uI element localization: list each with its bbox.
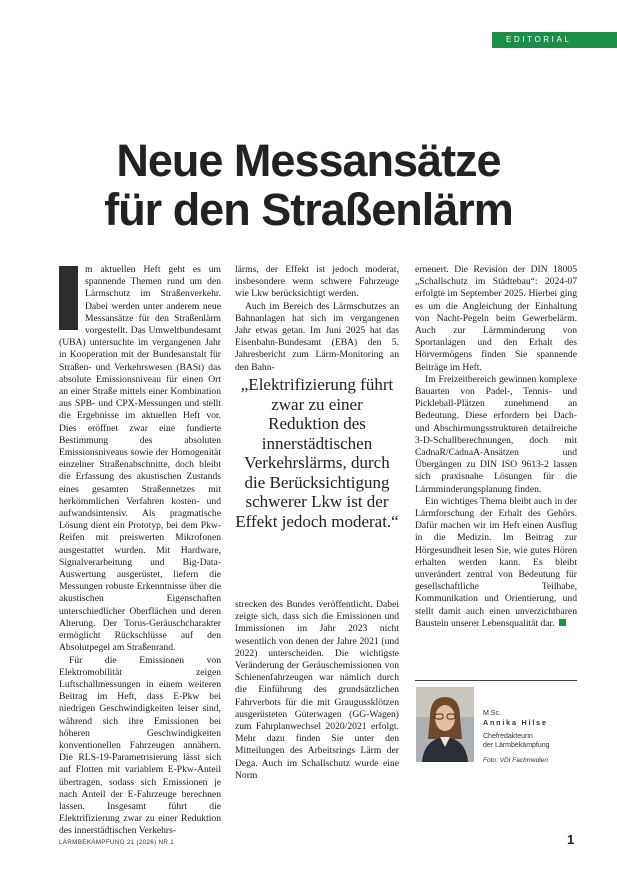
author-role-line-2: der Lärmbekämpfung [483,742,550,749]
column-3 [415,264,577,630]
title-line-1: Neue Messansätze [116,135,501,186]
end-of-article-mark [559,619,566,626]
paragraph: strecken des Bundes veröffentlicht. Dabei zeigte sich, dass sich die Emissionen und Immissionen im Jahr 2023 nicht wesentlich von denen der Jahre 2021 (und 2022) unterscheiden. Die wichtigste Veränderung der Geräuschemissionen von Schienenfahrzeugen war nämlich durch die Einführung des grundsätzlichen Fahrverbots für die mit Graugussklötzen ausgerüsteten Güterwagen (GG-Wagen) zum Fahrplanwechsel 2020/2021 erfolgt. Mehr dazu finden Sie unter den Mitteilungen des Arbeitsrings Lärm der Dega. Auch im Schallschutz wurde eine Norm [235,599,399,781]
author-photo [416,687,474,762]
drop-cap-i [59,266,78,330]
column-2-top [235,264,399,374]
paragraph: Im Freizeitbereich gewinnen komplexe Bauarten von Padel-, Tennis- und Pickleball-Plätzen zunehmend an Bedeutung. Diese erfordern bei Dach- und Abschirmungsstrukturen detailreiche 3-D-Schallberechnungen, doch mit CadnaR/CadnaA-Ansätzen und Übergängen zu DIN ISO 9613-2 lassen sich praxisnahe Lösungen für die Lärmminderungsplanung finden. [415,373,577,495]
column-1 [59,264,221,838]
article-title [0,136,617,234]
author-name: Annika Hilse [483,718,548,727]
journal-footer: LÄRMBEKÄMPFUNG 21 (2026) NR.1 [59,839,175,846]
paragraph: m aktuellen Heft geht es um spannende Themen rund um den Lärmschutz im Straßenverkehr. Dabei werden unter anderem neue Messansätze für den Straßenlärm vorgestellt. Das Umweltbundesamt (UBA) untersuchte im vergangenen Jahr in Kooperation mit der Bundesanstalt für Straßen- und Verkehrswesen (BASt) das absolute Emissionsniveau für einen Ort an einer Straße mittels einer Kombination aus SPB- und CPX-Messungen und stellt die Ergebnisse im aktuellen Heft vor. Dies eröffnet zwar eine fundierte Bestimmung des absoluten Emissionsniveaus sowie der Homogenität einzelner Straßenabschnitte, doch bleibt die Erfassung des akustischen Zustands eines gesamten Straßennetzes mit herkömmlichen Verfahren kosten- und aufwandsintensiv. Als pragmatische Lösung dient ein Prototyp, bei dem Pkw-Reifen mit preiswerten Mikrofonen ausgestattet wurden. Mit Hardware, Signalverarbeitung und Big-Data-Auswertung ausgerüstet, liefern die Messungen robuste Erkenntnisse über die akustischen Eigenschaften unterschiedlicher Oberflächen und deren Alterung. Der Torus-Geräuschcharakter ermöglicht Rückschlüsse auf den Absolutpegel am Straßenrand. [59,264,221,654]
paragraph-text: Ein wichtiges Thema bleibt auch in der Lärmforschung der Erhalt des Gehörs. Dafür machen wir im Heft einen Ausflug in die Medizin. Im Beitrag zur Hörgesundheit lesen Sie, wie gutes Hören erhalten werden kann. Es bleibt unverändert zentral von Bedeutung für gesellschaftliche Teilhabe, Kommunikation und Orientierung, und stellt damit auch einen unverzichtbaren Baustein unserer Lebensqualität dar. [415,495,577,629]
pull-quote: „Elektrifizierung führt zwar zu einer Reduktion des innerstädtischen Verkehrslärms, durch die Berücksichtigung schwerer Lkw ist der Effekt jedoch moderat.“ [235,375,399,531]
paragraph: lärms, der Effekt ist jedoch moderat, insbesondere wenn schwere Fahrzeuge wie Lkw berücksichtigt werden. [235,264,399,300]
page-number: 1 [567,832,575,847]
section-tag: EDITORIAL [492,32,617,48]
author-role-line-1: Chefredakteurin [483,733,533,740]
paragraph: Für die Emissionen von Elektromobilität zeigen Luftschallmessungen in einem weiteren Beitrag im Heft, dass E-Pkw bei niedrigen Geschwindigkeiten leiser sind, während sich ihre Emissionen bei höheren Geschwindigkeiten konventionellen Fahrzeugen annähern. Die RLS-19-Parametrisierung lässt sich auf Flotten mit variablem E-Pkw-Anteil übertragen, sodass sich Emissionen je nach Anteil der E-Fahrzeuge berechnen lassen. Insgesamt führt die Elektrifizierung zwar zu einer Reduktion des innerstädtischen Verkehrs- [59,654,221,837]
column-2-bottom [235,599,399,782]
portrait-image [416,687,474,762]
paragraph: erneuert. Die Revision der DIN 18005 „Schallschutz im Städtebau“: 2024-07 erfolgte im September 2025. Hierbei ging es um die Angleichung der Einhaltung von Nacht-Pegeln beim Gewerbelärm. Auch zur Lärmminderung von Sportanlagen und den Erhalt des Hörvermögens finden Sie spannende Beiträge im Heft. [415,264,577,373]
photo-credit: Foto: VDI Fachmedien [483,757,549,764]
author-divider [415,680,577,681]
paragraph [415,496,577,630]
author-degree: M.Sc. [483,710,501,717]
paragraph: Auch im Bereich des Lärmschutzes an Bahnanlagen hat sich im vergangenen Jahr etwas getan. Im Juni 2025 hat das Eisenbahn-Bundesamt (EBA) den 5. Jahresbericht zum Lärm-Monitoring an den Bahn- [235,300,399,373]
title-line-2: für den Straßenlärm [104,184,513,235]
author-box [483,709,577,765]
